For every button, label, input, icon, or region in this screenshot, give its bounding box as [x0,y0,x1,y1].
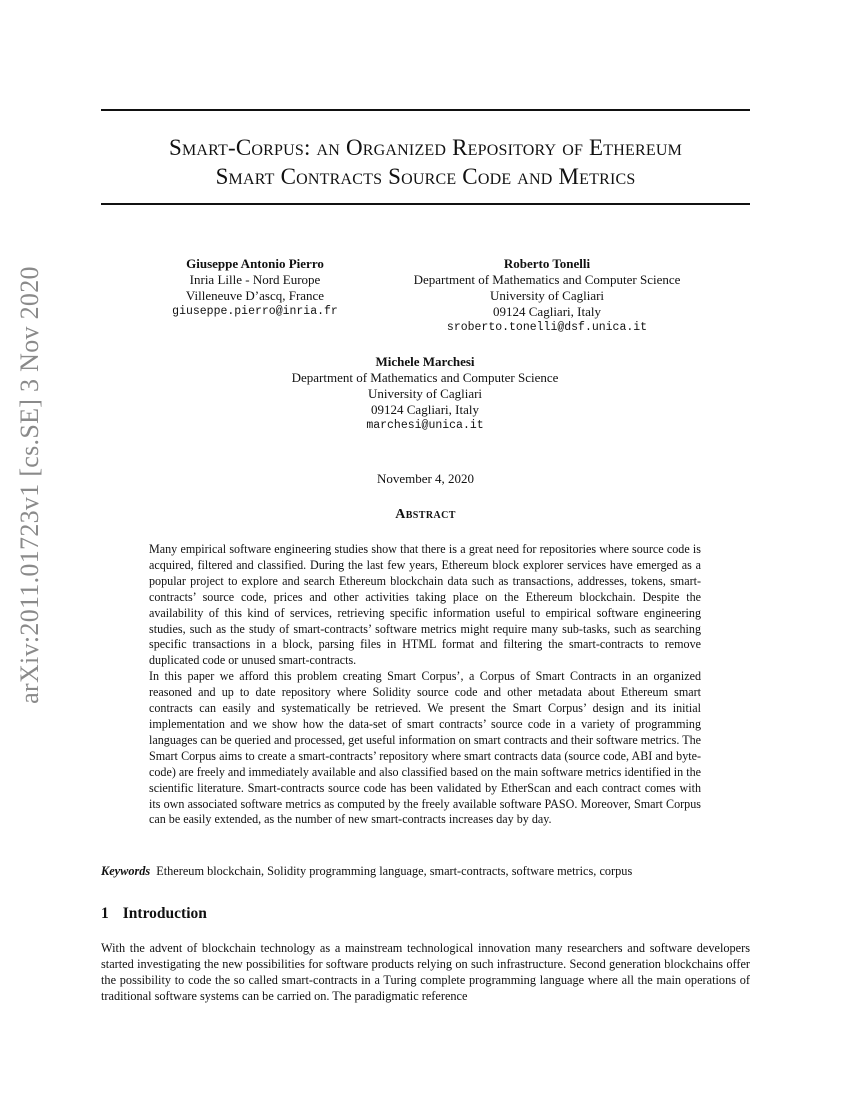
author-email[interactable]: giuseppe.pierro@inria.fr [172,305,338,318]
title-bottom-rule [101,203,750,205]
introduction-paragraph: With the advent of blockchain technology as a mainstream technological innovation many researchers and software developers started investigating the new possibilities for software products relying on such infrastructure. Second generation blockchains offer the possibility to code the so called smart-contracts in a Turing complete programming language where all the main operations of traditional software systems can be carried on. The paradigmatic reference [101,941,750,1003]
keywords [101,864,750,879]
author-affiliation-line: 09124 Cagliari, Italy [493,304,601,319]
section-title: Introduction [122,905,207,922]
section-number: 1 [101,905,109,922]
author-name: Roberto Tonelli [503,256,591,271]
section-heading-introduction [101,905,207,923]
paper-date: November 4, 2020 [376,471,475,486]
author-affiliation-line: Department of Mathematics and Computer Science [413,272,681,287]
author-affiliation-line: Villeneuve D’ascq, France [185,288,325,303]
arxiv-side-identifier [10,266,50,704]
paper-title [101,133,750,191]
author-name: Giuseppe Antonio Pierro [186,256,324,271]
author-email[interactable]: sroberto.tonelli@dsf.unica.it [446,321,648,334]
title-line-2: Smart Contracts Source Code and Metrics [215,164,636,189]
keywords-text: Ethereum blockchain, Solidity programming language, smart-contracts, software metrics, corpus [156,864,633,878]
author-affiliation-line: Department of Mathematics and Computer Science [291,370,559,385]
author-affiliation-line: University of Cagliari [489,288,605,303]
title-line-1: Smart-Corpus: an Organized Repository of Ethereum [168,135,683,160]
abstract-heading: Abstract [395,507,456,522]
author-affiliation-line: Inria Lille - Nord Europe [189,272,321,287]
abstract-paragraph: In this paper we afford this problem creating Smart Corpus’, a Corpus of Smart Contracts in an organized reasoned and up to date repository where Solidity source code and other metadata about Ethereum smart contracts can easily and systematically be retrieved. We present the Smart Corpus’ design and its initial implementation and we show how the data-set of smart contracts’ source code in a variety of programming languages can be queried and processed, get useful information on smart contracts and their software metrics. The Smart Corpus aims to create a smart-contracts’ repository where smart contracts data (source code, ABI and byte-code) are freely and immediately available and also classified based on the main software metrics identified in the scientific literature. Smart-contracts source code has been validated by EtherScan and each contract comes with its own associated software metrics as computed by the freely available software PASO. Moreover, Smart Corpus can be easily extended, as the number of new smart-contracts increases day by day. [149,669,701,827]
abstract-body [149,542,701,828]
arxiv-id-text: arXiv:2011.01723v1 [cs.SE] 3 Nov 2020 [15,266,44,704]
keywords-label: Keywords [101,864,151,878]
abstract-paragraph: Many empirical software engineering studies show that there is a great need for repositories where source code is acquired, filtered and classified. During the last few years, Ethereum block explorer services have emerged as a popular project to explore and search Ethereum blockchain data such as transactions, addresses, tokens, smart-contracts’ source code, prices and other activities taking place on the Ethereum blockchain. Despite the availability of this kind of services, retrieving specific information useful to empirical software engineering studies, such as the study of smart-contracts’ software metrics might require many sub-tasks, such as searching specific transactions in a block, parsing files in HTML format and filtering the smart-contracts to remove duplicated code or unused smart-contracts. [149,542,701,668]
title-top-rule [101,109,750,111]
author-affiliation-line: 09124 Cagliari, Italy [371,402,479,417]
author-email[interactable]: marchesi@unica.it [366,419,484,432]
author-name: Michele Marchesi [375,354,475,369]
author-block-marchesi [270,354,580,434]
author-block-tonelli [392,256,702,336]
author-affiliation-line: University of Cagliari [367,386,483,401]
author-block-pierro [140,256,370,320]
